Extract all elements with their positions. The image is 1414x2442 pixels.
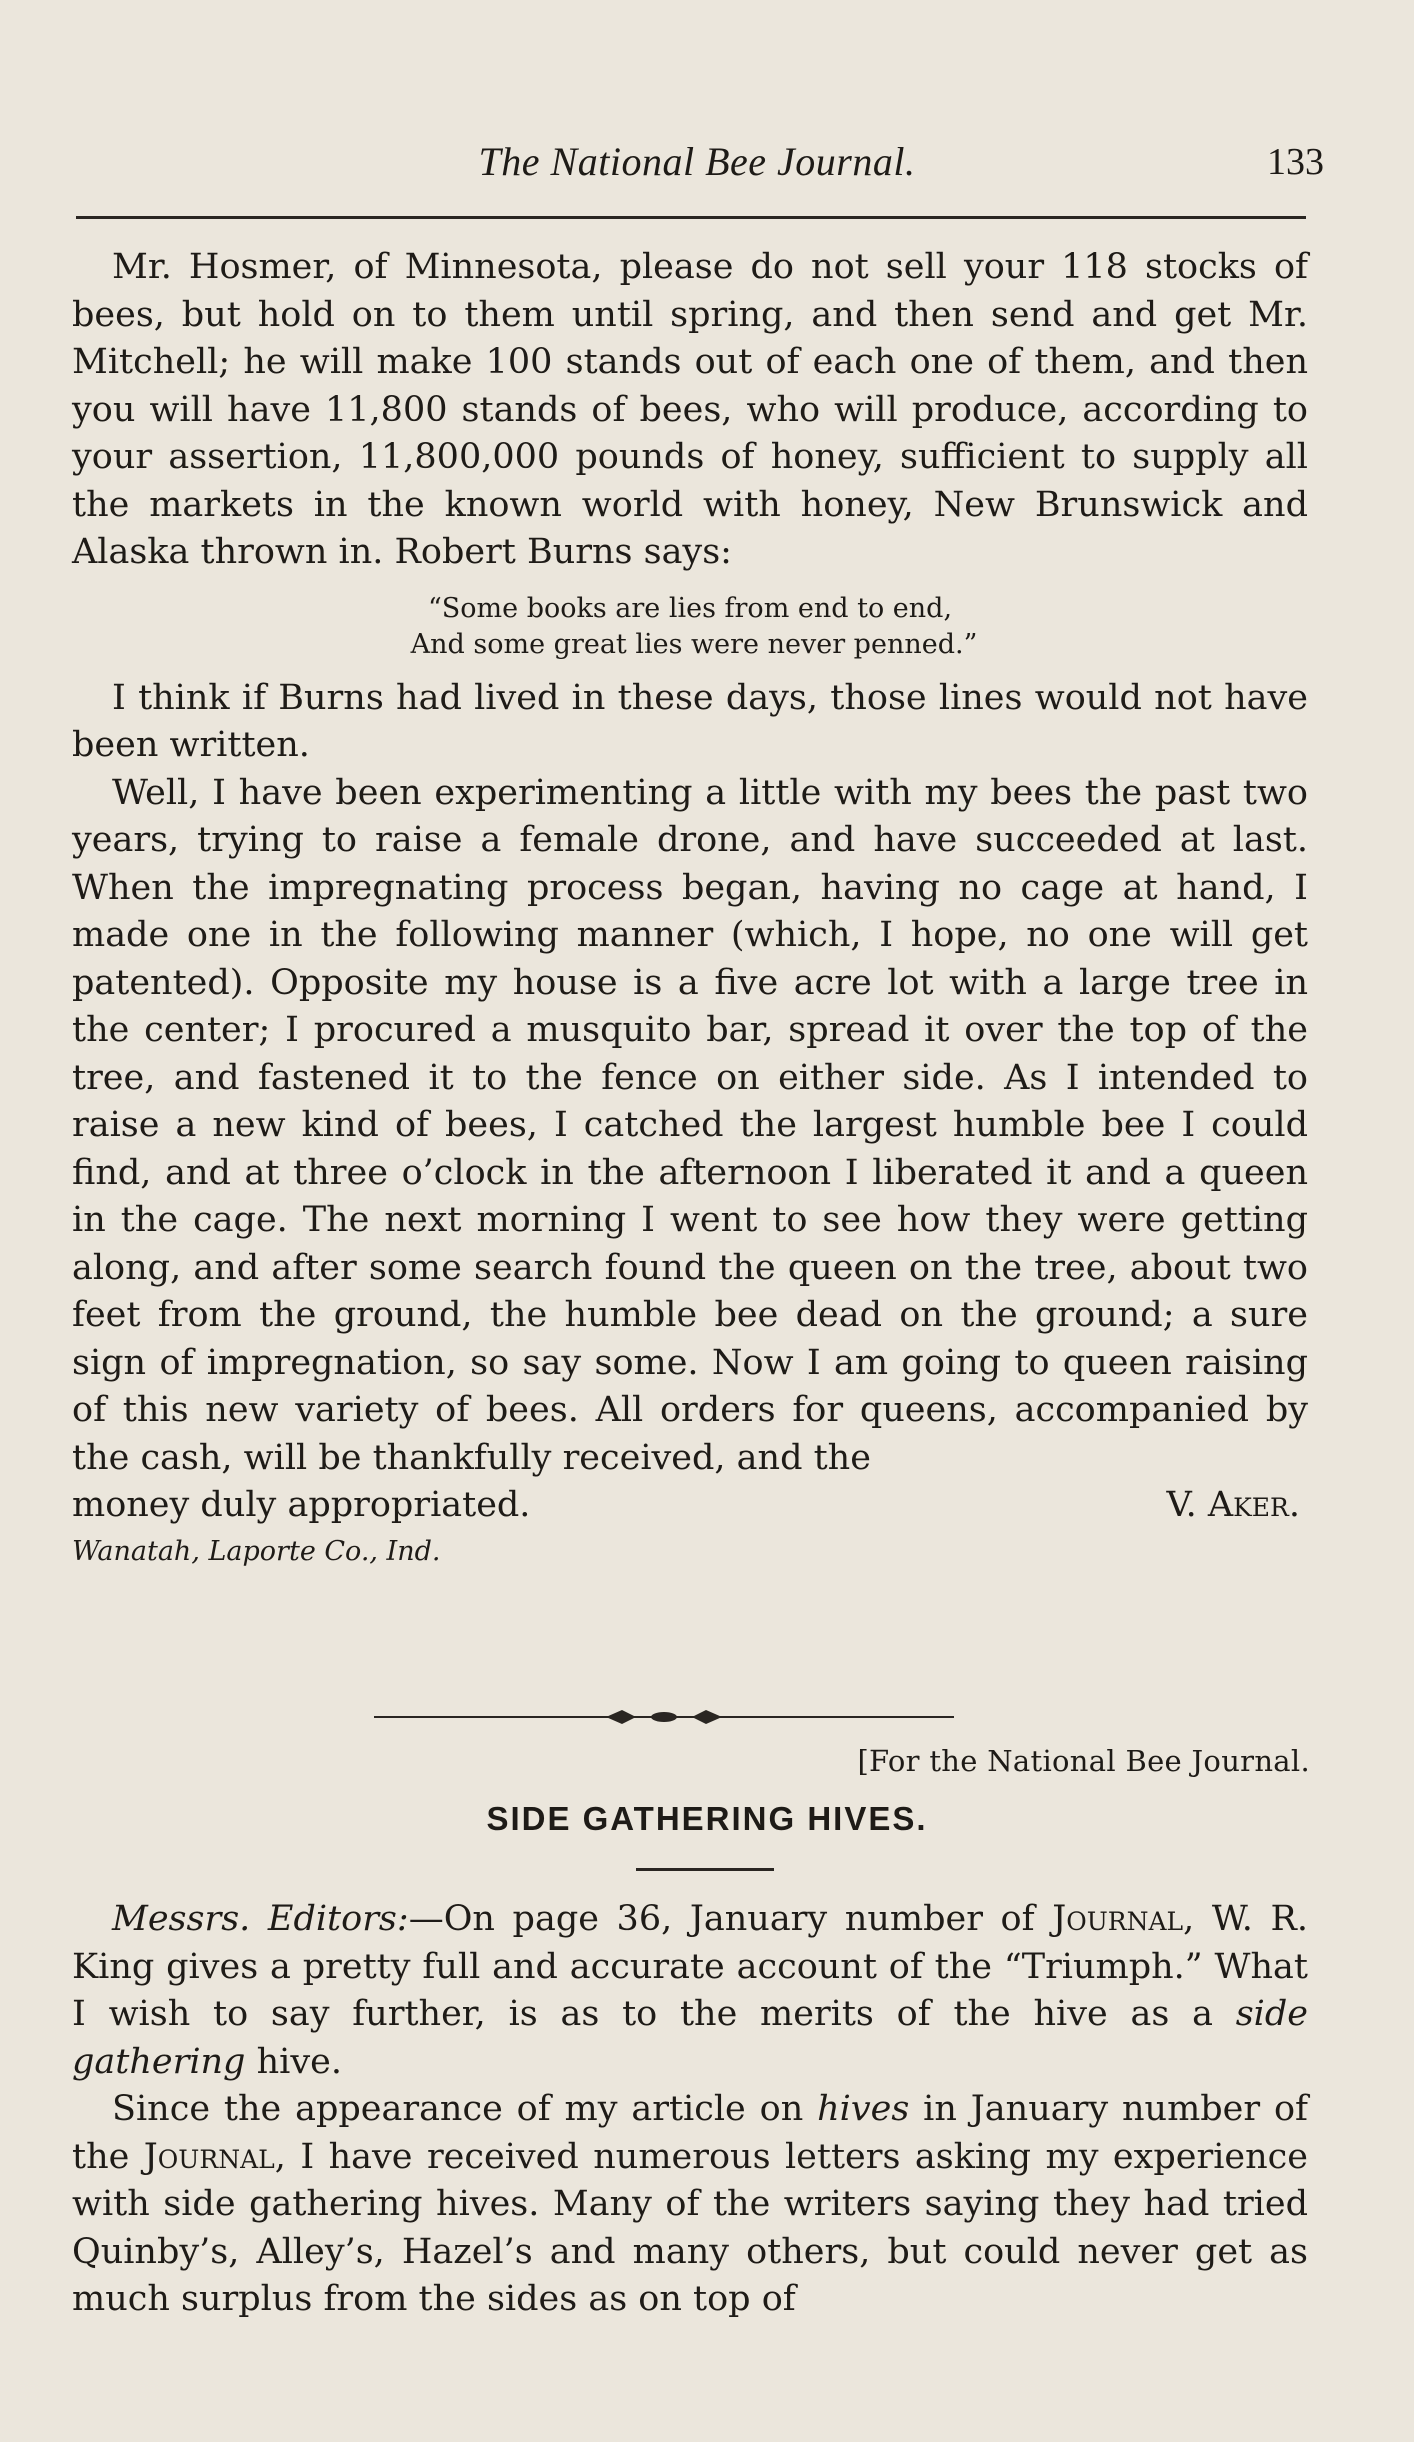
emphasis: hives bbox=[817, 2089, 910, 2129]
burns-quote bbox=[72, 591, 1308, 663]
paragraph: I think if Burns had lived in these days, those lines would not have been written. bbox=[72, 677, 1308, 765]
journal-attribution: [For the National Bee Journal. bbox=[857, 1744, 1310, 1778]
page-number: 133 bbox=[1267, 141, 1324, 183]
header-rule bbox=[76, 216, 1306, 219]
closing-text: money duly appropriated. bbox=[72, 1485, 531, 1525]
signature-line bbox=[72, 1482, 1308, 1530]
journal-word: Journal bbox=[143, 2136, 275, 2177]
section-divider-ornament bbox=[374, 1706, 954, 1728]
text-run: hive. bbox=[245, 2041, 342, 2082]
journal-word: Journal bbox=[1052, 1899, 1184, 1939]
author-place: Wanatah, Laporte Co., Ind. bbox=[72, 1535, 441, 1567]
text-run: , W. R. King gives a pretty full and accurate account of the “Triumph.” What I wish to say further, is as to the merits of the hive as a bbox=[72, 1899, 1308, 2034]
emphasis: side gathering bbox=[72, 1994, 1308, 2082]
letter-aker bbox=[72, 244, 1308, 1572]
text-run: , I have received numerous letters asking my experience with side gathering hives. Many of the writers saying they had tried Quinby’s, Alley’s, Hazel’s and many others, but could never get as much surplus from the sides as on top of bbox=[72, 2136, 1308, 2319]
text-run: in January number of the bbox=[72, 2089, 1309, 2177]
text-run: —On page 36, January number of bbox=[408, 1899, 1053, 1939]
article-side-gathering-hives bbox=[72, 1896, 1308, 2324]
page-header bbox=[70, 138, 1324, 194]
quote-line: And some great lies were never penned.” bbox=[410, 628, 978, 660]
paragraph bbox=[72, 2086, 1308, 2324]
paragraph: Well, I have been experimenting a little with my bees the past two years, trying to raise a female drone, and have succeeded at last. When the impregnating process began, having no cage at hand, I made one in the following manner (which, I hope, no one will get patented). Opposite my house is a five acre lot with a large tree in the center; I procured a musquito bar, spread it over the top of the tree, and fastened it to the fence on either side. As I intended to raise a new kind of bees, I catched the largest humble bee I could find, and at three o’clock in the afternoon I liberated it and a queen in the cage. The next morning I went to see how they were getting along, and after some search found the queen on the tree, about two feet from the ground, the humble bee dead on the ground; a sure sign of impregnation, so say some. Now I am going to queen raising of this new variety of bees. All orders for queens, accompanied by the cash, will be thankfully received, and the bbox=[72, 772, 1308, 1478]
paragraph bbox=[72, 1896, 1308, 2086]
paragraph: Mr. Hosmer, of Minnesota, please do not sell your 118 stocks of bees, but hold on to them until spring, and then send and get Mr. Mitchell; he will make 100 stands out of each one of them, and then you will have 11,800 stands of bees, who will produce, according to your assertion, 11,800,000 pounds of honey, sufficient to supply all the markets in the known world with honey, New Brunswick and Alaska thrown in. Robert Burns says: bbox=[72, 247, 1308, 572]
author-signature: V. Aker. bbox=[1166, 1485, 1300, 1525]
salutation: Messrs. Editors: bbox=[112, 1899, 409, 1939]
article-title: SIDE GATHERING HIVES. bbox=[486, 1800, 928, 1837]
quote-line: “Some books are lies from end to end, bbox=[427, 592, 953, 624]
running-title: The National Bee Journal. bbox=[478, 139, 916, 184]
title-rule bbox=[636, 1868, 774, 1871]
text-run: Since the appearance of my article on bbox=[112, 2089, 818, 2129]
